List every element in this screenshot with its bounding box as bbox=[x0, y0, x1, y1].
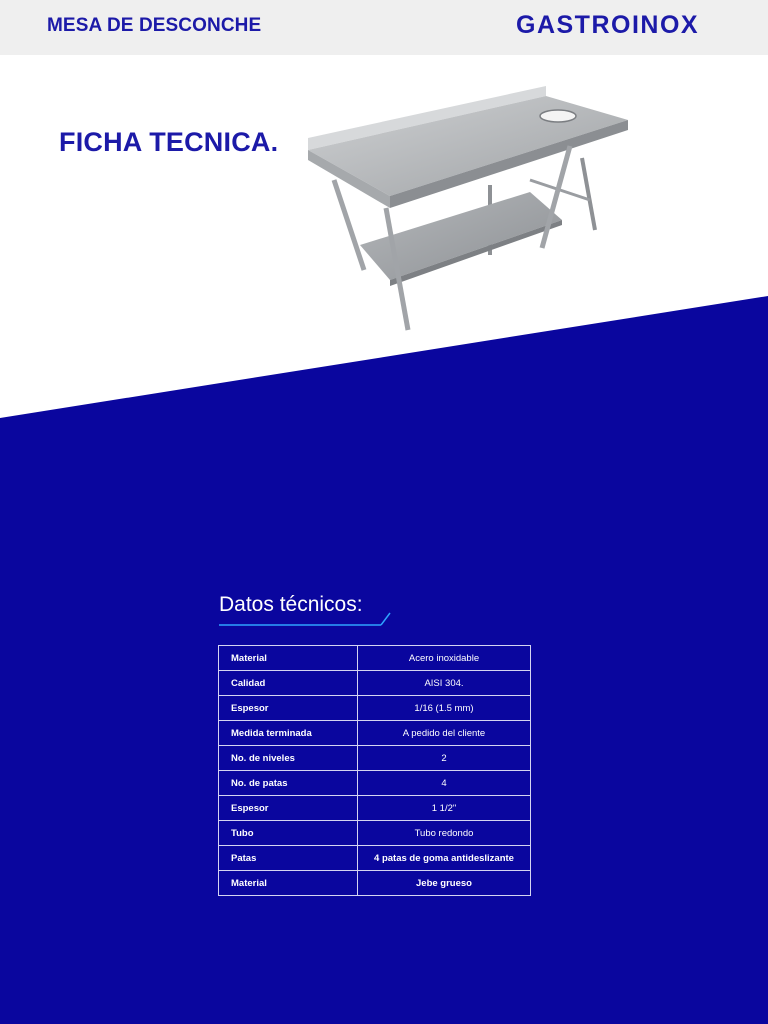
spec-value: Jebe grueso bbox=[358, 871, 531, 896]
spec-label: No. de niveles bbox=[219, 746, 358, 771]
ficha-tecnica-heading: FICHA TECNICA. bbox=[59, 127, 279, 157]
specs-table bbox=[218, 645, 531, 896]
spec-value: AISI 304. bbox=[358, 671, 531, 696]
table-row bbox=[219, 771, 531, 796]
spec-label: Espesor bbox=[219, 796, 358, 821]
spec-value: 4 bbox=[358, 771, 531, 796]
spec-value: Tubo redondo bbox=[358, 821, 531, 846]
spec-value: 2 bbox=[358, 746, 531, 771]
spec-value: 1 1/2" bbox=[358, 796, 531, 821]
spec-label: Material bbox=[219, 646, 358, 671]
table-row bbox=[219, 846, 531, 871]
spec-label: Tubo bbox=[219, 821, 358, 846]
spec-label: Espesor bbox=[219, 696, 358, 721]
spec-label: Patas bbox=[219, 846, 358, 871]
spec-label: Material bbox=[219, 871, 358, 896]
table-row bbox=[219, 671, 531, 696]
document-title: MESA DE DESCONCHE bbox=[47, 15, 262, 36]
spec-value: Acero inoxidable bbox=[358, 646, 531, 671]
specs-title-underline bbox=[219, 608, 394, 630]
table-row bbox=[219, 746, 531, 771]
brand-logo-text: GASTROINOX bbox=[516, 11, 700, 39]
product-table-image bbox=[300, 80, 640, 340]
specs-title: Datos técnicos: bbox=[219, 593, 363, 616]
table-row bbox=[219, 721, 531, 746]
spec-label: Medida terminada bbox=[219, 721, 358, 746]
table-row bbox=[219, 821, 531, 846]
spec-value: A pedido del cliente bbox=[358, 721, 531, 746]
table-row bbox=[219, 696, 531, 721]
spec-label: No. de patas bbox=[219, 771, 358, 796]
spec-value: 4 patas de goma antideslizante bbox=[358, 846, 531, 871]
table-row bbox=[219, 871, 531, 896]
spec-value: 1/16 (1.5 mm) bbox=[358, 696, 531, 721]
table-row bbox=[219, 796, 531, 821]
spec-label: Calidad bbox=[219, 671, 358, 696]
table-row bbox=[219, 646, 531, 671]
